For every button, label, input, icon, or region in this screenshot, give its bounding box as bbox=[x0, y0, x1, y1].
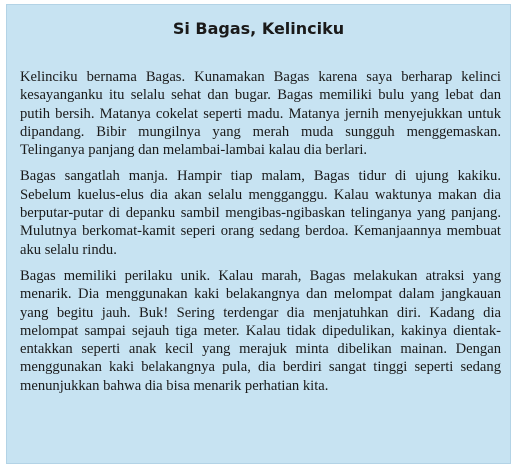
paragraph-3: Bagas memiliki perilaku unik. Kalau marah, Bagas melakukan atraksi yang menarik. Dia menggunakan kaki belakangnya dan melompat dalam jangkauan yang begitu jauh. Buk! Sering terdengar dia menjatuhkan diri. Kadang dia melompat sampai sejauh tiga meter. Kalau tidak dipedulikan, kakinya dientak-entakkan seperti anak kecil yang merajuk minta dibelikan mainan. Dengan menggunakan kaki belakangnya pula, dia berdiri sangat tinggi seperti sedang menunjukkan bahwa dia bisa menarik perhatian kita. bbox=[20, 267, 501, 394]
paragraph-1: Kelinciku bernama Bagas. Kunamakan Bagas karena saya berharap kelinci kesayanganku itu selalu sehat dan bugar. Bagas memiliki bulu yang lebat dan putih bersih. Matanya cokelat seperti madu. Matanya jernih menyejukkan untuk dipandang. Bibir mungilnya yang merah muda sungguh menggemaskan. Telinganya panjang dan melambai-lambai kalau dia berlari. bbox=[20, 69, 501, 159]
story-panel bbox=[6, 4, 511, 464]
paragraph-2: Bagas sangatlah manja. Hampir tiap malam, Bagas tidur di ujung kakiku. Sebelum kuelus-elus dia akan selalu mengganggu. Kalau waktunya makan dia berputar-putar di depanku sambil mengibas-ngibaskan telinganya yang panjang. Mulutnya berkomat-kamit seperi orang sedang berdoa. Kemanjaannya membuat aku selalu rindu. bbox=[20, 168, 501, 258]
story-title: Si Bagas, Kelinciku bbox=[172, 19, 345, 38]
story-body bbox=[20, 68, 501, 395]
